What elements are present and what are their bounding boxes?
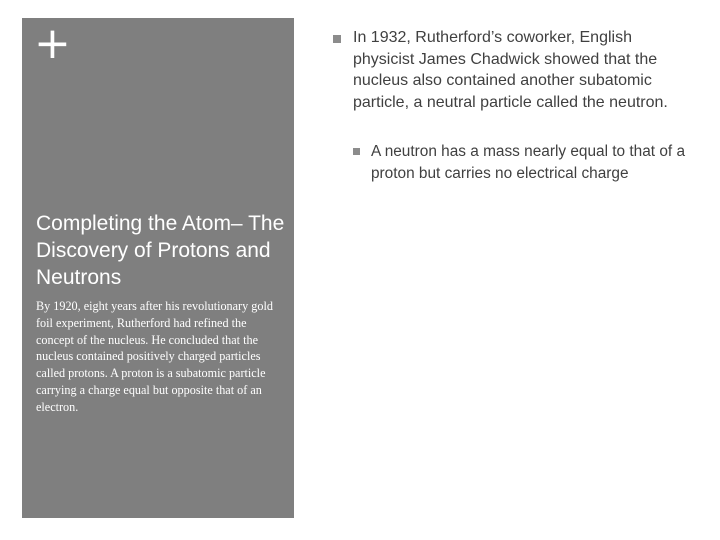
bullet-text: In 1932, Rutherford’s coworker, English physicist James Chadwick showed that the nucleus also contained another subatomic particle, a neutral particle called the neutron. [353,29,668,111]
sub-bullet-text: A neutron has a mass nearly equal to that of a proton but carries no electrical charge [371,143,685,182]
plus-icon: + [34,18,71,69]
sub-bullet-item [353,141,693,184]
square-bullet-icon [353,148,360,155]
slide-subtitle: By 1920, eight years after his revolutionary gold foil experiment, Rutherford had refined the concept of the nucleus. He concluded that the nucleus contained positively charged particles called protons. A proton is a subatomic particle carrying a charge equal but opposite that of an electron. [36,299,273,414]
bullet-item [333,27,693,113]
slide-title: Completing the Atom– The Discovery of Protons and Neutrons [36,212,285,289]
square-bullet-icon [333,35,341,43]
